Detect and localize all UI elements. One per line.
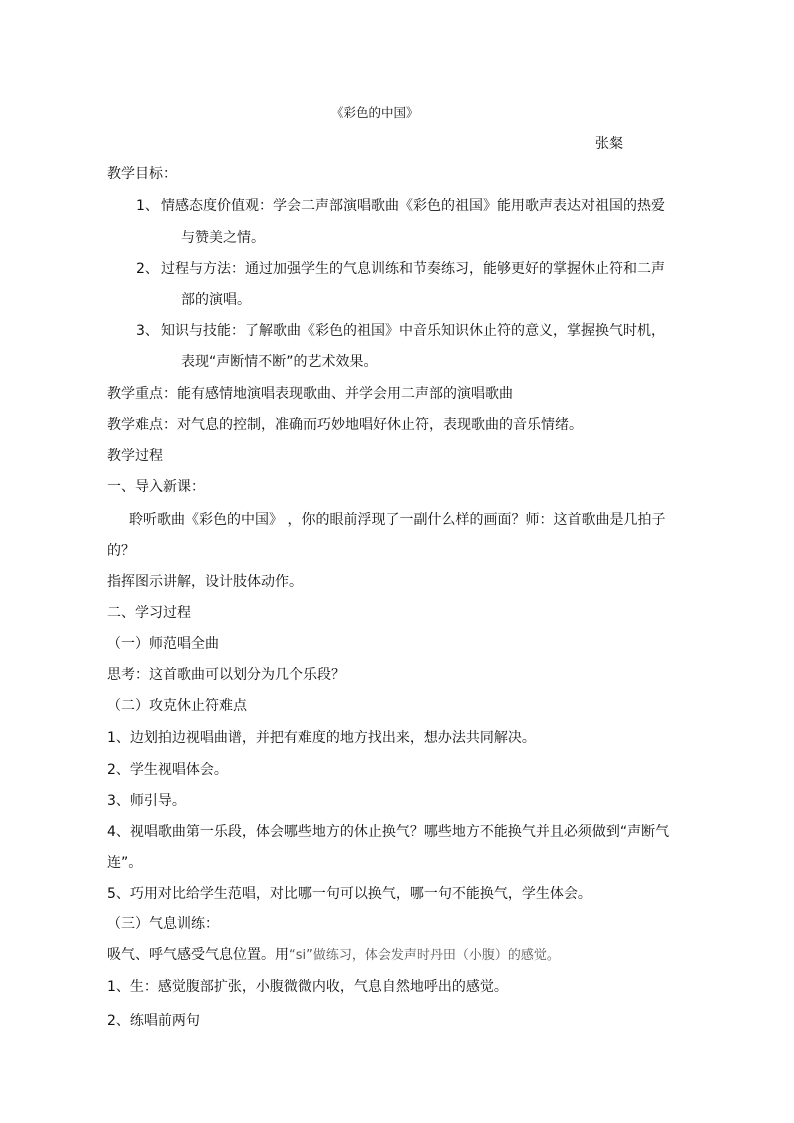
goals-heading: 教学目标： [107, 166, 177, 182]
step-item: 3、师引导。 [107, 793, 186, 809]
goal-text-line: 情感态度价值观：学会二声部演唱歌曲《彩色的祖国》能用歌声表达对祖国的热爱 [161, 198, 665, 214]
step-item: 连”。 [107, 855, 143, 871]
goal-number: 2、 [136, 261, 159, 277]
breath-instruction [107, 946, 560, 965]
difficulty: 教学难点：对气息的控制，准确而巧妙地唱好休止符，表现歌曲的音乐情绪。 [107, 417, 583, 433]
goal-text-line: 与赞美之情。 [181, 230, 265, 246]
breath-instruction-part: “si”做练习，体会发声时丹田（小腹）的感觉。 [289, 948, 560, 963]
subsection-heading: （三）气息训练： [107, 916, 219, 932]
step-item: 4、视唱歌曲第一乐段，体会哪些地方的休止换气？哪些地方不能换气并且必须做到“声断气 [107, 824, 670, 840]
step-item: 1、边划拍边视唱曲谱，并把有难度的地方找出来，想办法共同解决。 [107, 730, 536, 746]
key-point: 教学重点：能有感情地演唱表现歌曲、并学会用二声部的演唱歌曲 [107, 386, 513, 402]
think-question: 思考：这首歌曲可以划分为几个乐段？ [107, 667, 345, 683]
breath-step: 2、练唱前两句 [107, 1013, 200, 1029]
goal-text-line: 表现“声断情不断”的艺术效果。 [181, 354, 378, 370]
breath-step: 1、生：感觉腹部扩张，小腹微微内收，气息自然地呼出的感觉。 [107, 979, 508, 995]
goal-text-line: 过程与方法：通过加强学生的气息训练和节奏练习，能够更好的掌握休止符和二声 [161, 261, 665, 277]
goal-number: 3、 [136, 323, 159, 339]
intro-paragraph-line: 指挥图示讲解，设计肢体动作。 [107, 574, 303, 590]
breath-instruction-part: 吸气、呼气感受气息位置。用 [107, 947, 289, 963]
goal-number: 1、 [136, 198, 159, 214]
step-item: 5、巧用对比给学生范唱，对比哪一句可以换气，哪一句不能换气，学生体会。 [107, 886, 592, 902]
intro-heading: 一、导入新课： [107, 479, 205, 495]
subsection-heading: （一）师范唱全曲 [107, 636, 219, 652]
intro-paragraph-line: 聆听歌曲《彩色的中国》 ，你的眼前浮现了一副什么样的画面？师：这首歌曲是几拍子 [129, 512, 666, 528]
subsection-heading: （二）攻克休止符难点 [107, 698, 247, 714]
goal-text-line: 部的演唱。 [181, 292, 251, 308]
document-title: 《彩色的中国》 [331, 105, 419, 120]
process-heading: 教学过程 [107, 448, 163, 464]
document-author: 张粲 [595, 136, 623, 152]
learn-heading: 二、学习过程 [107, 605, 191, 621]
intro-paragraph-line: 的？ [107, 543, 135, 559]
goal-text-line: 知识与技能：了解歌曲《彩色的祖国》中音乐知识休止符的意义，掌握换气时机， [161, 323, 665, 339]
step-item: 2、学生视唱体会。 [107, 762, 228, 778]
